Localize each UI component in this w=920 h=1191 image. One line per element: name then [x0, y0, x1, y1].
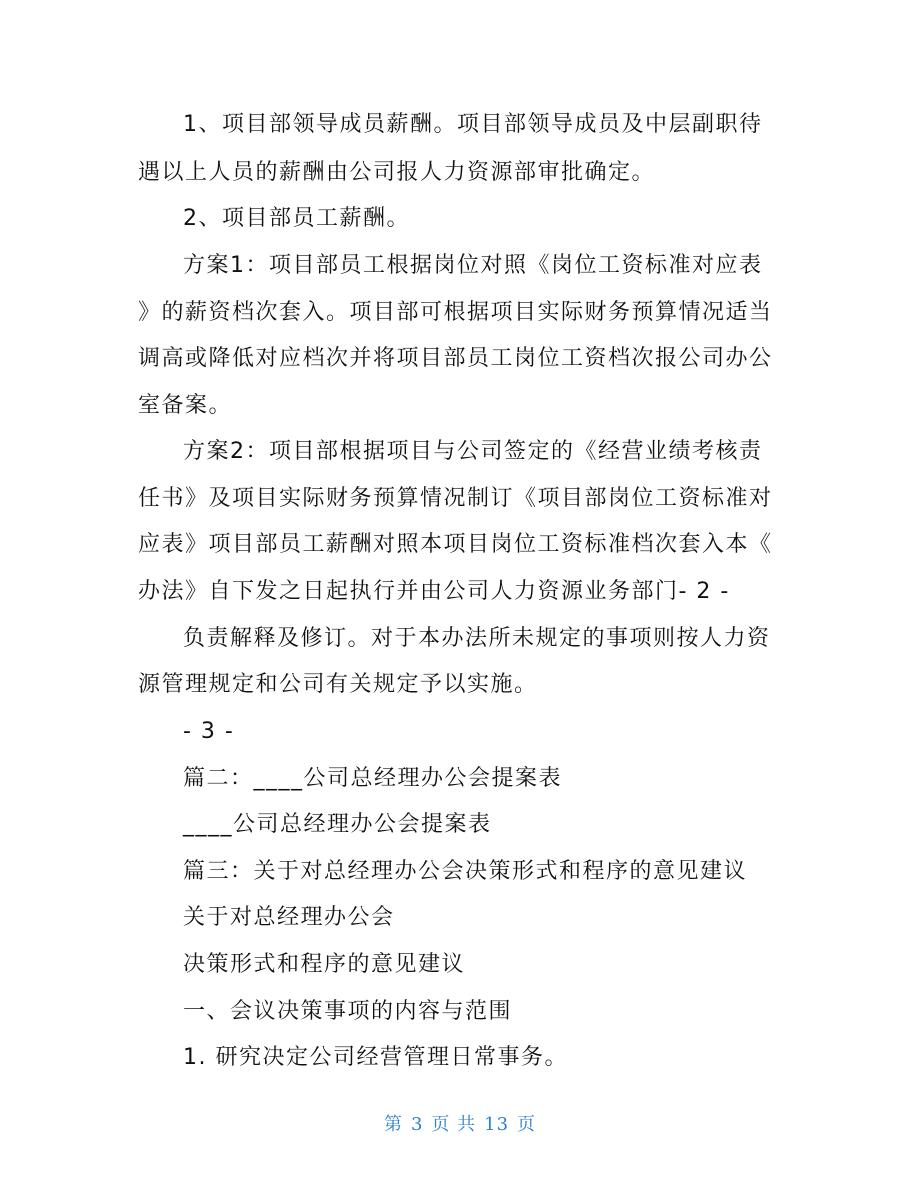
list-item: 1. 研究决定公司经营管理日常事务。	[183, 1045, 568, 1070]
text-line: 负责解释及修订。对于本办法所未规定的事项则按人力资	[183, 626, 771, 651]
text-line: 办法》自下发之日起执行并由公司人力资源业务部门- 2 -	[138, 579, 730, 604]
page-marker: - 3 -	[183, 719, 235, 744]
text-line: 1、项目部领导成员薪酬。项目部领导成员及中层副职待	[183, 112, 763, 137]
footer-suffix: 页	[517, 1114, 537, 1135]
footer-current-page: 3	[410, 1114, 424, 1135]
list-heading: 一、会议决策事项的内容与范围	[183, 999, 513, 1024]
text-line: 应表》项目部员工薪酬对照本项目岗位工资标准档次套入本《	[138, 532, 773, 557]
section-heading: 篇二：____公司总经理办公会提案表	[183, 766, 563, 791]
text-line: 源管理规定和公司有关规定予以实施。	[138, 672, 538, 697]
title-line: 决策形式和程序的意见建议	[183, 952, 466, 977]
text-line: 方案2：项目部根据项目与公司签定的《经营业绩考核责	[183, 439, 763, 464]
footer-middle: 页 共	[431, 1114, 477, 1135]
section-heading: 篇三：关于对总经理办公会决策形式和程序的意见建议	[183, 859, 748, 884]
text-line: 任书》及项目实际财务预算情况制订《项目部岗位工资标准对	[138, 486, 773, 511]
text-line: 遇以上人员的薪酬由公司报人力资源部审批确定。	[138, 160, 656, 185]
text-line: ____公司总经理办公会提案表	[183, 812, 492, 837]
text-line: 调高或降低对应档次并将项目部员工岗位工资档次报公司办公	[138, 346, 773, 371]
text-line: 2、项目部员工薪酬。	[183, 206, 410, 231]
text-line: 》的薪资档次套入。项目部可根据项目实际财务预算情况适当	[138, 300, 773, 325]
text-line: 方案1：项目部员工根据岗位对照《岗位工资标准对应表	[183, 253, 763, 278]
title-line: 关于对总经理办公会	[183, 905, 395, 930]
footer-prefix: 第	[383, 1114, 403, 1135]
page-footer	[0, 1112, 920, 1138]
footer-total-pages: 13	[484, 1114, 510, 1135]
text-line: 室备案。	[138, 393, 233, 418]
